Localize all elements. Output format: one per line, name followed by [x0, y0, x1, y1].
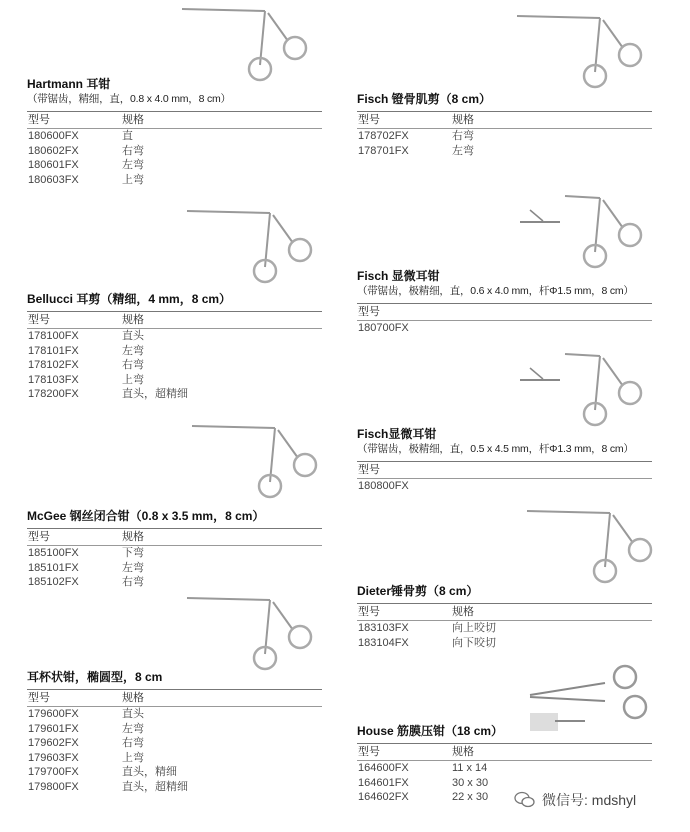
watermark: [514, 790, 636, 810]
model-number: 180602FX: [28, 144, 79, 157]
model-number: 178100FX: [28, 330, 79, 342]
watermark-text: 微信号: mdshyl: [542, 792, 637, 808]
product-section: [27, 291, 322, 402]
model-number: 164602FX: [358, 791, 409, 803]
product-subtitle: （带锯齿，精细，直，0.8 x 4.0 mm，8 cm）: [27, 93, 231, 105]
table-row: [27, 722, 322, 737]
spec-value: 直: [122, 130, 133, 142]
instrument-image: [190, 420, 320, 505]
model-number: 180600FX: [28, 130, 79, 142]
instrument-image: [515, 348, 645, 433]
product-section: [357, 91, 652, 158]
instrument-image: [515, 190, 645, 275]
table-row: [27, 707, 322, 722]
table-header: [27, 528, 322, 546]
spec-value: 上弯: [122, 751, 144, 764]
model-number: 180603FX: [28, 173, 79, 186]
instrument-image: [185, 205, 315, 290]
product-section: [357, 268, 652, 336]
table-header: [27, 689, 322, 707]
product-section: [27, 669, 322, 794]
header-model: 型号: [358, 746, 380, 758]
instrument-image: [185, 592, 315, 677]
product-title: 耳杯状钳，椭圆型，8 cm: [27, 670, 163, 684]
table-row: [27, 344, 322, 359]
model-number: 178200FX: [28, 388, 79, 400]
table-row: [357, 776, 652, 791]
header-spec: 规格: [452, 114, 474, 126]
table-header: [357, 603, 652, 621]
header-model: 型号: [28, 314, 50, 326]
wechat-icon: [514, 791, 536, 809]
model-number: 178702FX: [358, 130, 409, 142]
table-row: [27, 129, 322, 144]
spec-value: 左弯: [452, 144, 474, 157]
table-row: [357, 761, 652, 776]
instrument-image: [525, 505, 655, 590]
model-number: 179601FX: [28, 722, 79, 735]
model-number: 179600FX: [28, 708, 79, 720]
model-number: 185101FX: [28, 561, 79, 574]
table-row: [27, 387, 322, 402]
spec-value: 左弯: [122, 159, 144, 171]
header-model: 型号: [358, 606, 380, 618]
table-header: [357, 303, 652, 321]
product-subtitle: （带锯齿，极精细，直，0.5 x 4.5 mm，杆Φ1.3 mm，8 cm）: [357, 443, 634, 455]
product-title: House 筋膜压钳（18 cm）: [357, 724, 504, 738]
header-model: 型号: [28, 114, 50, 126]
spec-value: 左弯: [122, 344, 144, 357]
table-row: [357, 129, 652, 144]
model-number: 180800FX: [358, 480, 409, 492]
model-number: 164600FX: [358, 762, 409, 774]
product-title: Bellucci 耳剪（精细，4 mm，8 cm）: [27, 292, 232, 306]
product-section: [357, 426, 652, 494]
model-number: 178701FX: [358, 144, 409, 157]
product-title: Fisch 显微耳钳: [357, 269, 440, 283]
spec-value: 直头: [122, 708, 144, 720]
table-row: [357, 144, 652, 159]
header-spec: 规格: [122, 314, 144, 326]
table-row: [27, 751, 322, 766]
spec-value: 直头，超精细: [122, 780, 188, 793]
model-number: 178102FX: [28, 359, 79, 371]
product-section: [27, 76, 322, 187]
product-section: [357, 583, 652, 650]
header-spec: 规格: [122, 114, 144, 126]
model-number: 183104FX: [358, 636, 409, 649]
model-number: 179800FX: [28, 780, 79, 793]
table-row: [27, 575, 322, 590]
product-title: Fisch显微耳钳: [357, 427, 437, 441]
product-title: Dieter锤骨剪（8 cm）: [357, 584, 479, 598]
table-header: [27, 111, 322, 129]
header-spec: 规格: [122, 692, 144, 704]
table-row: [27, 173, 322, 188]
model-number: 180601FX: [28, 159, 79, 171]
product-title: McGee 钢丝闭合钳（0.8 x 3.5 mm，8 cm）: [27, 509, 265, 523]
instrument-image: [515, 10, 645, 95]
table-row: [27, 780, 322, 795]
product-subtitle: （带锯齿，极精细，直，0.6 x 4.0 mm，杆Φ1.5 mm，8 cm）: [357, 285, 634, 297]
header-model: 型号: [358, 114, 380, 126]
model-number: 179700FX: [28, 766, 79, 778]
table-header: [357, 111, 652, 129]
table-row: [27, 373, 322, 388]
spec-value: 直头，超精细: [122, 388, 188, 400]
model-number: 180700FX: [358, 322, 409, 334]
spec-value: 直头: [122, 330, 144, 342]
spec-value: 上弯: [122, 173, 144, 186]
product-section: [27, 508, 322, 590]
table-header: [27, 311, 322, 329]
header-spec: 规格: [452, 606, 474, 618]
spec-value: 右弯: [452, 130, 474, 142]
table-row: [27, 158, 322, 173]
table-row: [357, 321, 652, 336]
spec-value: 30 x 30: [452, 776, 489, 789]
spec-value: 直头，精细: [122, 766, 177, 778]
spec-value: 左弯: [122, 722, 144, 735]
spec-value: 右弯: [122, 737, 144, 749]
spec-value: 22 x 30: [452, 791, 489, 803]
header-model: 型号: [28, 692, 50, 704]
model-number: 185100FX: [28, 547, 79, 559]
table-row: [27, 358, 322, 373]
table-row: [27, 546, 322, 561]
table-row: [357, 621, 652, 636]
spec-value: 右弯: [122, 576, 144, 588]
spec-value: 向下咬切: [452, 636, 496, 649]
table-row: [357, 479, 652, 494]
spec-value: 右弯: [122, 144, 144, 157]
table-header: [357, 461, 652, 479]
spec-value: 上弯: [122, 373, 144, 386]
table-row: [27, 329, 322, 344]
model-number: 178103FX: [28, 373, 79, 386]
table-row: [357, 636, 652, 651]
spec-value: 向上咬切: [452, 622, 496, 634]
product-title: Hartmann 耳钳: [27, 77, 111, 91]
header-model: 型号: [28, 531, 50, 543]
table-row: [27, 144, 322, 159]
model-number: 178101FX: [28, 344, 79, 357]
product-title: Fisch 镫骨肌剪（8 cm）: [357, 92, 492, 106]
model-number: 185102FX: [28, 576, 79, 588]
header-model: 型号: [358, 464, 380, 476]
model-number: 179603FX: [28, 751, 79, 764]
spec-value: 下弯: [122, 547, 144, 559]
model-number: 183103FX: [358, 622, 409, 634]
model-number: 179602FX: [28, 737, 79, 749]
table-row: [27, 561, 322, 576]
header-spec: 规格: [452, 746, 474, 758]
spec-value: 左弯: [122, 561, 144, 574]
spec-value: 右弯: [122, 359, 144, 371]
spec-value: 11 x 14: [452, 762, 488, 774]
model-number: 164601FX: [358, 776, 409, 789]
table-row: [27, 736, 322, 751]
table-header: [357, 743, 652, 761]
header-model: 型号: [358, 306, 380, 318]
header-spec: 规格: [122, 531, 144, 543]
table-row: [27, 765, 322, 780]
